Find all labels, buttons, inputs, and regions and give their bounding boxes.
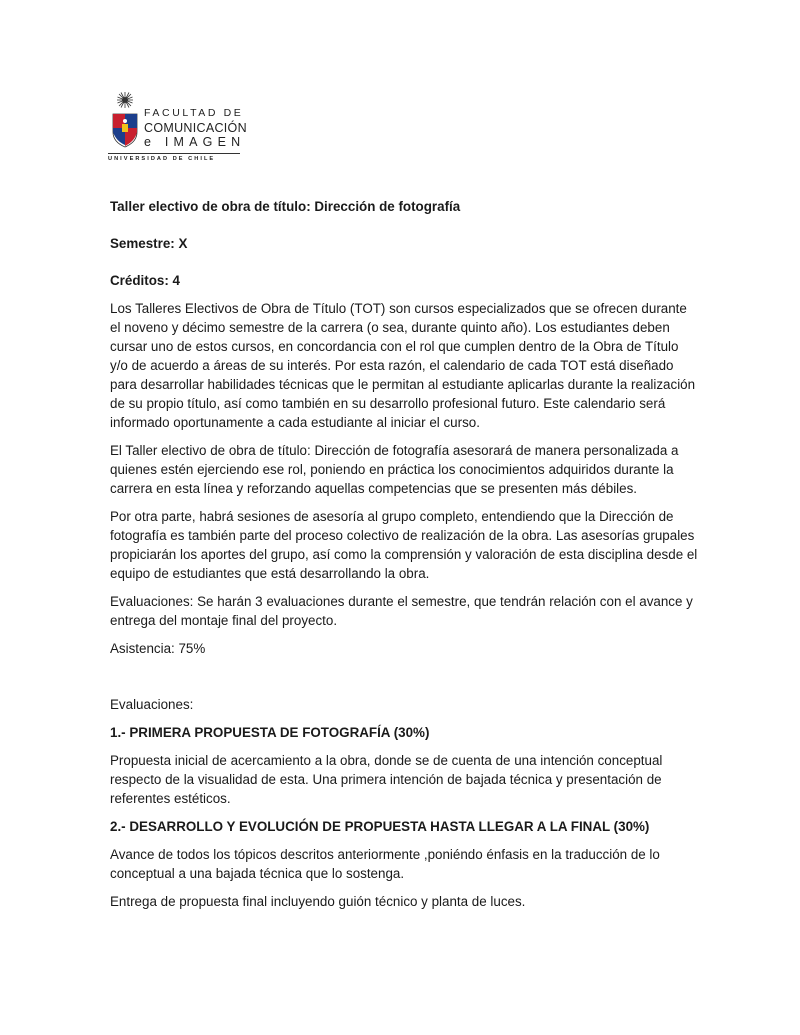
evaluations-summary-paragraph: Evaluaciones: Se harán 3 evaluaciones durante el semestre, que tendrán relación con el avance y entrega del montaje final del proyecto. xyxy=(110,594,693,628)
document-body xyxy=(110,197,700,911)
logo-line-faculty: FACULTAD DE xyxy=(144,107,244,119)
evaluations-heading: Evaluaciones: xyxy=(110,697,194,712)
evaluation-1-title: 1.- PRIMERA PROPUESTA DE FOTOGRAFÍA (30%) xyxy=(110,725,430,740)
evaluation-2-title: 2.- DESARROLLO Y EVOLUCIÓN DE PROPUESTA HASTA LLEGAR A LA FINAL (30%) xyxy=(110,819,650,834)
evaluation-2-text: Avance de todos los tópicos descritos anteriormente ,poniéndo énfasis en la traducción de lo conceptual a una bajada técnica que lo sostenga. xyxy=(110,847,660,881)
logo-line-comunicacion: COMUNICACIÓN xyxy=(144,120,247,135)
evaluation-2-extra-text: Entrega de propuesta final incluyendo guión técnico y planta de luces. xyxy=(110,894,526,909)
credits-label: Créditos: 4 xyxy=(110,273,180,288)
group-sessions-paragraph: Por otra parte, habrá sesiones de asesoría al grupo completo, entendiendo que la Dirección de fotografía es también parte del proceso colectivo de realización de la obra. Las asesorías grupales propiciarán los aportes del grupo, así como la comprensión y valoración de esta disciplina desde el equipo de estudiantes que está desarrollando la obra. xyxy=(110,509,698,581)
intro-paragraph: Los Talleres Electivos de Obra de Título (TOT) son cursos especializados que se ofrecen durante el noveno y décimo semestre de la carrera (o sea, durante quinto año). Los estudiantes deben cursar uno de estos cursos, en concordancia con el rol que cumplen dentro de la Obra de Título y/o de acuerdo a áreas de su interés. Por esta razón, el calendario de cada TOT está diseñado para desarrollar habilidades técnicas que le permitan al estudiante aplicarlas durante la realización de su propio título, así como también en su desarrollo profesional futuro. Este calendario será informado oportunamente a cada estudiante al iniciar el curso. xyxy=(110,301,696,430)
workshop-description-paragraph: El Taller electivo de obra de título: Dirección de fotografía asesorará de manera personalizada a quienes estén ejerciendo ese rol, poniendo en práctica los conocimientos adquiridos durante la carrera en esta línea y reforzando aquellas competencias que se presenten más débiles. xyxy=(110,443,679,496)
logo-line-imagen: e IMAGEN xyxy=(144,135,246,149)
logo-university: UNIVERSIDAD DE CHILE xyxy=(108,156,216,162)
logo-divider xyxy=(108,153,240,154)
semester-label: Semestre: X xyxy=(110,236,188,251)
course-title: Taller electivo de obra de título: Dirección de fotografía xyxy=(110,199,461,214)
evaluation-1-text: Propuesta inicial de acercamiento a la obra, donde se de cuenta de una intención conceptual respecto de la visualidad de esta. Una primera intención de bajada técnica y presentación de referentes estéticos. xyxy=(110,753,663,806)
university-emblem-icon xyxy=(108,90,142,152)
faculty-logo xyxy=(108,90,248,162)
attendance-label: Asistencia: 75% xyxy=(110,641,206,656)
